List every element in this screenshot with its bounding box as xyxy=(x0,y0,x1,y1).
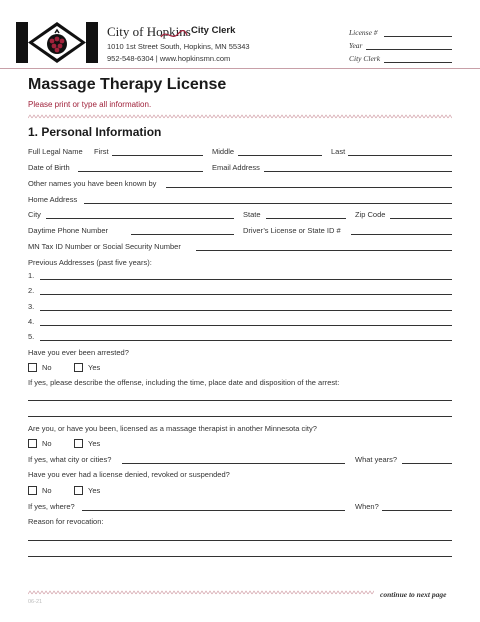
address-number: 4. xyxy=(28,317,35,326)
no-label: No xyxy=(42,486,52,495)
address-number: 5. xyxy=(28,332,35,341)
header-divider xyxy=(0,68,480,69)
what-years-field[interactable] xyxy=(402,463,452,464)
previous-address-field[interactable] xyxy=(40,279,452,280)
email-field[interactable] xyxy=(264,171,452,172)
home-address-field[interactable] xyxy=(84,203,452,204)
page-title: Massage Therapy License xyxy=(28,76,227,93)
drivers-license-field[interactable] xyxy=(351,234,452,235)
arrest-description-field[interactable] xyxy=(28,400,452,401)
other-names-label: Other names you have been known by xyxy=(28,179,157,188)
city-label: City xyxy=(28,210,41,219)
form-number: 06-21 xyxy=(28,599,43,605)
last-name-label: Last xyxy=(331,147,346,156)
address-number: 1. xyxy=(28,271,35,280)
zip-label: Zip Code xyxy=(355,210,386,219)
previous-address-field[interactable] xyxy=(40,310,452,311)
licensed-city-field[interactable] xyxy=(122,463,345,464)
yes-label: Yes xyxy=(88,439,101,448)
arrested-question: Have you ever been arrested? xyxy=(28,348,129,357)
footer-divider xyxy=(28,590,374,595)
email-label: Email Address xyxy=(212,163,260,172)
home-address-label: Home Address xyxy=(28,195,78,204)
when-label: When? xyxy=(355,502,379,511)
revocation-reason-field[interactable] xyxy=(28,540,452,541)
zip-field[interactable] xyxy=(390,218,452,219)
denied-no-checkbox[interactable] xyxy=(28,486,37,495)
yes-label: Yes xyxy=(88,486,101,495)
section-divider xyxy=(28,114,452,119)
city-logo xyxy=(15,20,99,65)
no-label: No xyxy=(42,363,52,372)
previous-addresses-label: Previous Addresses (past five years): xyxy=(28,258,152,267)
city-name: City of Hopkins xyxy=(107,24,191,39)
previous-address-field[interactable] xyxy=(40,325,452,326)
city-field[interactable] xyxy=(46,218,234,219)
previous-address-field[interactable] xyxy=(40,294,452,295)
first-name-label: First xyxy=(94,147,109,156)
address-line: 1010 1st Street South, Hopkins, MN 55343 xyxy=(107,42,250,51)
office-label-clerk: City Clerk xyxy=(349,54,381,63)
office-label-year: Year xyxy=(349,41,363,50)
first-name-field[interactable] xyxy=(112,155,203,156)
state-field[interactable] xyxy=(266,218,346,219)
address-number: 3. xyxy=(28,302,35,311)
department-name: City Clerk xyxy=(191,25,236,36)
instructions: Please print or type all information. xyxy=(28,100,152,109)
state-label: State xyxy=(243,210,261,219)
address-number: 2. xyxy=(28,286,35,295)
daytime-phone-field[interactable] xyxy=(131,234,234,235)
previous-address-field[interactable] xyxy=(40,340,452,341)
licensed-yes-checkbox[interactable] xyxy=(74,439,83,448)
licensed-no-checkbox[interactable] xyxy=(28,439,37,448)
office-year-field[interactable] xyxy=(366,49,452,50)
denied-where-field[interactable] xyxy=(82,510,345,511)
drivers-license-label: Driver’s License or State ID # xyxy=(243,226,341,235)
denied-yes-checkbox[interactable] xyxy=(74,486,83,495)
office-license-field[interactable] xyxy=(384,36,452,37)
middle-name-label: Middle xyxy=(212,147,235,156)
tax-id-label: MN Tax ID Number or Social Security Number xyxy=(28,242,181,251)
contact-line: 952-548-6304 | www.hopkinsmn.com xyxy=(107,54,231,63)
last-name-field[interactable] xyxy=(348,155,452,156)
what-years-label: What years? xyxy=(355,455,398,464)
arrested-yes-checkbox[interactable] xyxy=(74,363,83,372)
licensed-city-label: If yes, what city or cities? xyxy=(28,455,112,464)
office-label-license: License # xyxy=(349,28,378,37)
arrested-no-checkbox[interactable] xyxy=(28,363,37,372)
full-legal-name-label: Full Legal Name xyxy=(28,147,83,156)
denied-where-label: If yes, where? xyxy=(28,502,75,511)
arrest-description-label: If yes, please describe the offense, including the time, place date and disposition of the arrest: xyxy=(28,378,340,387)
tax-id-field[interactable] xyxy=(196,250,452,251)
revocation-reason-field[interactable] xyxy=(28,556,452,557)
license-denied-question: Have you ever had a license denied, revoked or suspended? xyxy=(28,470,230,479)
dob-field[interactable] xyxy=(78,171,203,172)
licensed-elsewhere-question: Are you, or have you been, licensed as a massage therapist in another Minnesota city? xyxy=(28,424,317,433)
middle-name-field[interactable] xyxy=(238,155,322,156)
yes-label: Yes xyxy=(88,363,101,372)
revocation-reason-label: Reason for revocation: xyxy=(28,517,104,526)
dob-label: Date of Birth xyxy=(28,163,70,172)
other-names-field[interactable] xyxy=(166,187,452,188)
daytime-phone-label: Daytime Phone Number xyxy=(28,226,109,235)
office-clerk-field[interactable] xyxy=(384,62,452,63)
continue-note: continue to next page xyxy=(380,590,447,599)
arrest-description-field[interactable] xyxy=(28,416,452,417)
no-label: No xyxy=(42,439,52,448)
when-field[interactable] xyxy=(382,510,452,511)
section-heading: 1. Personal Information xyxy=(28,125,162,139)
